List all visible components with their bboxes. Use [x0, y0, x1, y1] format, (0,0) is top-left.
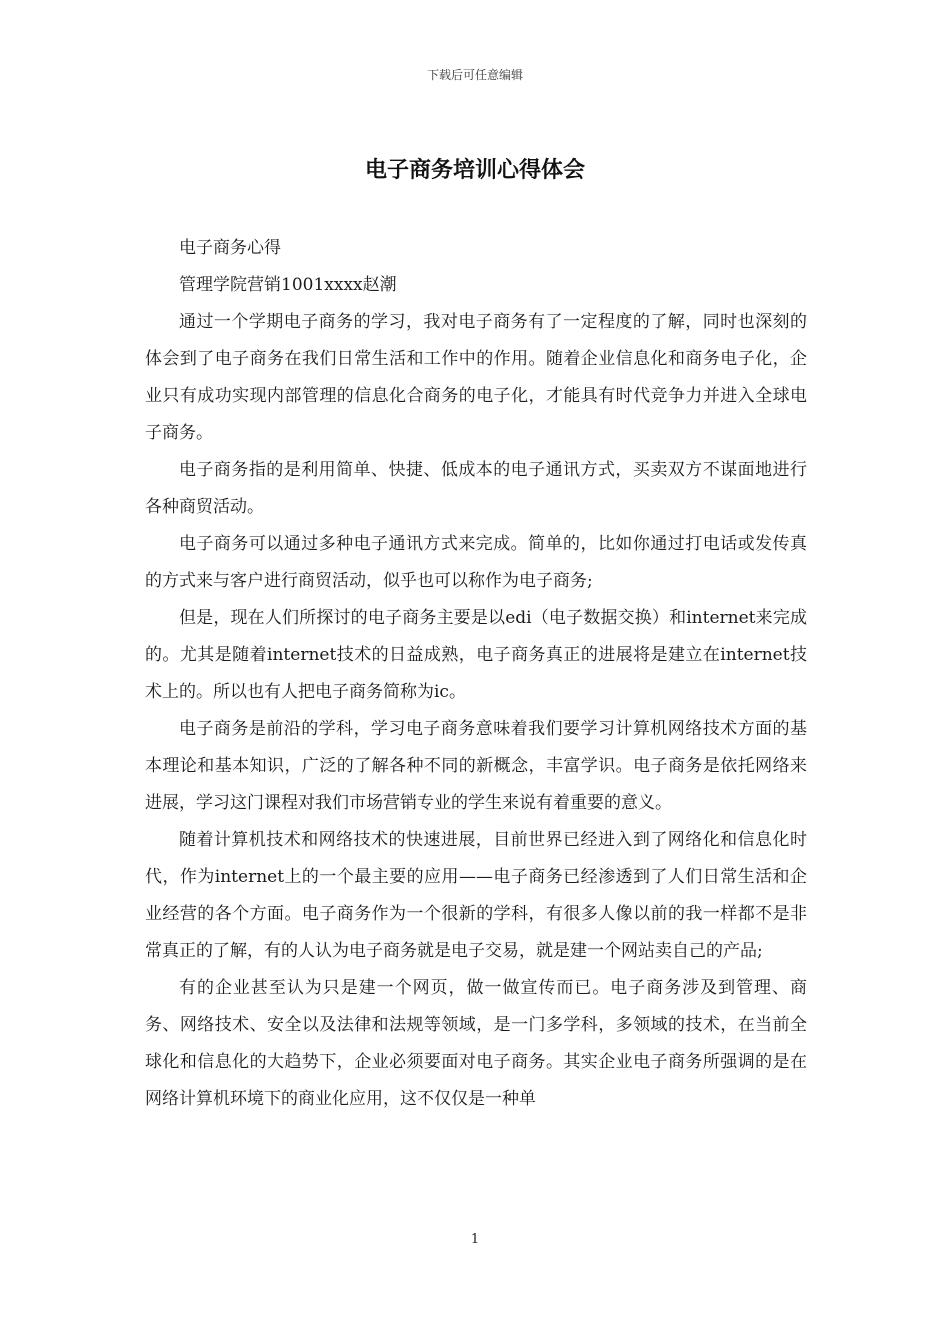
paragraph-author: 管理学院营销1001xxxx赵潮 — [179, 275, 397, 295]
paragraph: 电子商务是前沿的学科，学习电子商务意味着我们要学习计算机网络技术方面的基本理论和基本知识，广泛的了解各种不同的新概念，丰富学识。电子商务是依托网络来进展，学习这门课程对我们市场营销专业的学生来说有着重要的意义。 — [145, 719, 807, 813]
document-body — [145, 230, 807, 1118]
paragraph: 通过一个学期电子商务的学习，我对电子商务有了一定程度的了解，同时也深刻的体会到了电子商务在我们日常生活和工作中的作用。随着企业信息化和商务电子化，企业只有成功实现内部管理的信息化合商务的电子化，才能具有时代竞争力并进入全球电子商务。 — [145, 312, 807, 443]
paragraph: 有的企业甚至认为只是建一个网页，做一做宣传而已。电子商务涉及到管理、商务、网络技术、安全以及法律和法规等领域，是一门多学科，多领域的技术，在当前全球化和信息化的大趋势下，企业必须要面对电子商务。其实企业电子商务所强调的是在网络计算机环境下的商业化应用，这不仅仅是一种单 — [145, 978, 807, 1109]
paragraph: 电子商务指的是利用简单、快捷、低成本的电子通讯方式，买卖双方不谋面地进行各种商贸活动。 — [145, 460, 807, 517]
paragraph: 随着计算机技术和网络技术的快速进展，目前世界已经进入到了网络化和信息化时代，作为internet上的一个最主要的应用——电子商务已经渗透到了人们日常生活和企业经营的各个方面。电子商务作为一个很新的学科，有很多人像以前的我一样都不是非常真正的了解，有的人认为电子商务就是电子交易，就是建一个网站卖自己的产品; — [145, 830, 807, 961]
document-title: 电子商务培训心得体会 — [364, 158, 585, 183]
paragraph-heading: 电子商务心得 — [179, 238, 281, 258]
paragraph: 但是，现在人们所探讨的电子商务主要是以edi（电子数据交换）和internet来完成的。尤其是随着internet技术的日益成熟，电子商务真正的进展将是建立在internet技术上的。所以也有人把电子商务简称为ic。 — [145, 608, 807, 702]
page-header-note: 下载后可任意编辑 — [426, 68, 523, 82]
paragraph: 电子商务可以通过多种电子通讯方式来完成。简单的，比如你通过打电话或发传真的方式来与客户进行商贸活动，似乎也可以称作为电子商务; — [145, 534, 807, 591]
page-number: 1 — [470, 1232, 480, 1247]
